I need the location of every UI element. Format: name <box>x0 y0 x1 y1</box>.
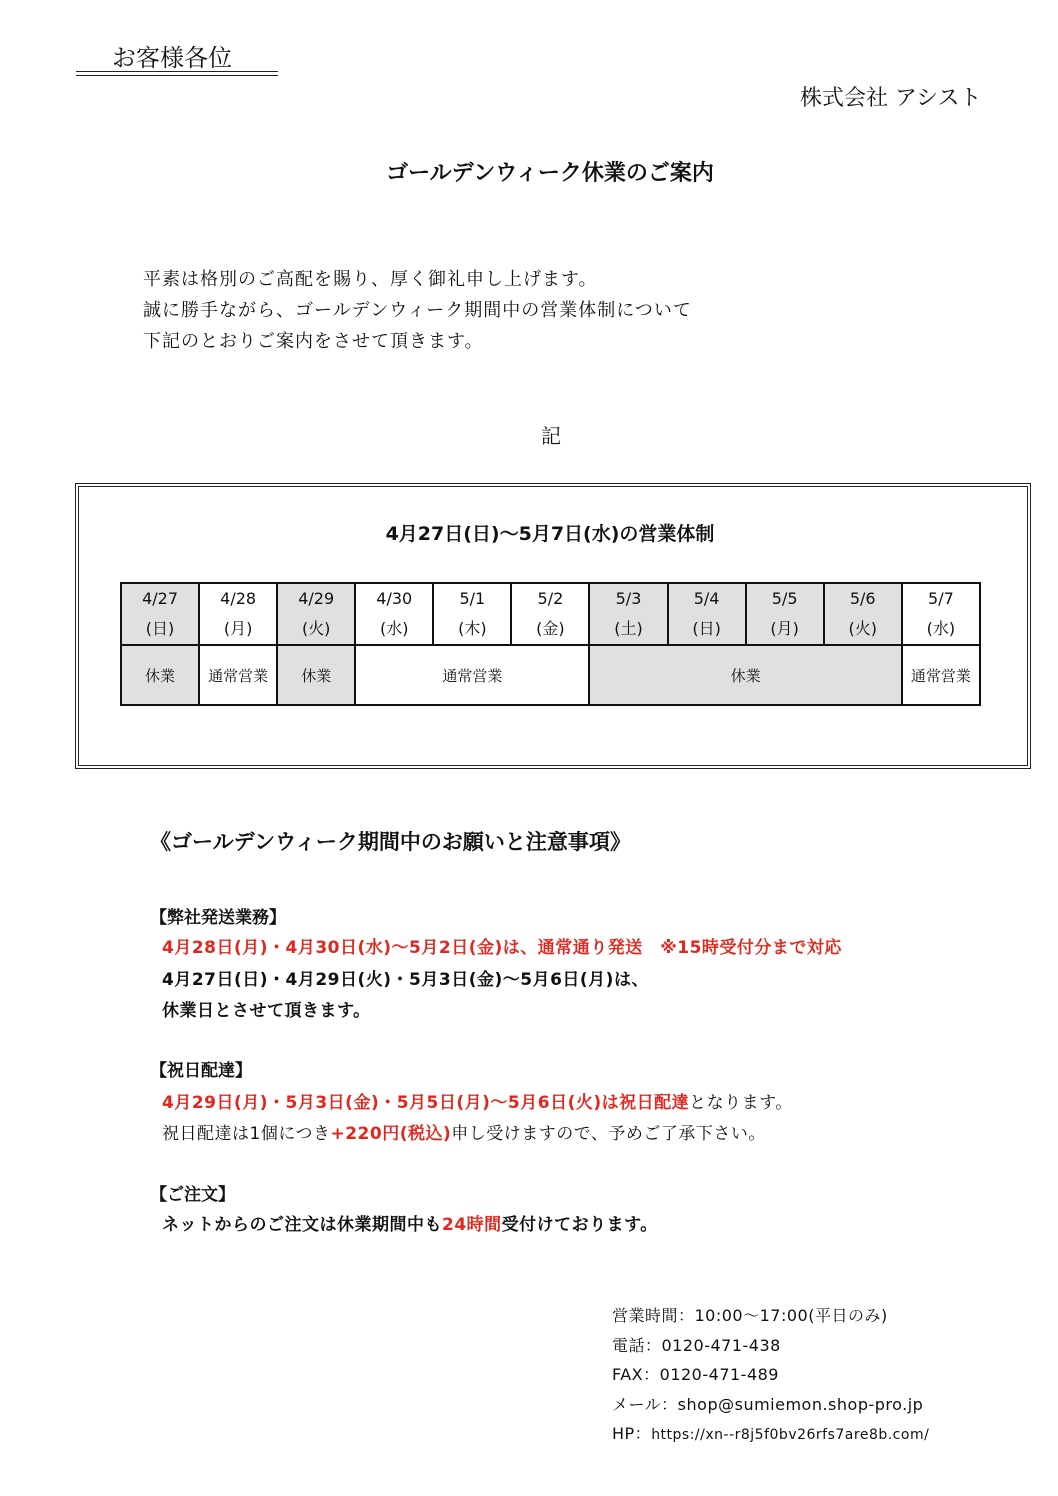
schedule-day-cell <box>668 583 746 645</box>
schedule-date: 5/4 <box>693 589 720 608</box>
contact-hours: 営業時間：10:00～17:00(平日のみ) <box>612 1306 888 1325</box>
schedule-weekday: (月) <box>223 619 253 638</box>
holiday-delivery-heading: 【祝日配達】 <box>150 1061 252 1081</box>
schedule-date: 4/27 <box>142 589 178 608</box>
holiday-delivery-line-1 <box>162 1088 793 1113</box>
intro-line-2: 誠に勝手ながら、ゴールデンウィーク期間中の営業体制について <box>143 300 692 321</box>
schedule-weekday: (火) <box>848 619 877 638</box>
schedule-dates-row <box>121 583 980 645</box>
schedule-weekday: (水) <box>926 619 956 638</box>
schedule-date: 5/1 <box>459 589 486 608</box>
schedule-date: 5/2 <box>537 589 564 608</box>
schedule-weekday: (日) <box>145 619 175 638</box>
company-name: 株式会社 アシスト <box>800 86 982 111</box>
holiday-fee-prefix: 祝日配達は1個につき <box>162 1124 331 1144</box>
schedule-weekday: (月) <box>770 619 799 638</box>
schedule-date: 4/29 <box>298 589 335 608</box>
schedule-day-cell <box>824 583 902 645</box>
document-title: ゴールデンウィーク休業のご案内 <box>386 161 714 186</box>
schedule-day-cell <box>902 583 980 645</box>
addressee: お客様各位 <box>112 44 232 72</box>
status-open-cell: 通常営業 <box>355 645 589 705</box>
ki-mark: 記 <box>541 424 561 448</box>
contact-hp-label: HP： <box>612 1424 652 1443</box>
status-closed-cell: 休業 <box>277 645 355 705</box>
schedule-weekday: (火) <box>301 619 331 638</box>
addressee-underline-2 <box>76 75 278 76</box>
shipping-line-1: 4月28日(月)・4月30日(水)～5月2日(金)は、通常通り発送 ※15時受付分まで対応 <box>162 938 842 958</box>
status-open-cell: 通常営業 <box>902 645 980 705</box>
schedule-date: 4/28 <box>220 589 257 608</box>
schedule-date: 4/30 <box>376 589 413 608</box>
schedule-day-cell <box>589 583 667 645</box>
contact-hp <box>612 1421 929 1444</box>
order-hours: 24時間 <box>442 1215 502 1235</box>
schedule-weekday: (日) <box>692 619 721 638</box>
order-heading: 【ご注文】 <box>150 1185 235 1205</box>
shipping-line-3: 休業日とさせて頂きます。 <box>162 1001 371 1021</box>
schedule-day-cell <box>121 583 199 645</box>
holiday-delivery-dates: 4月29日(月)・5月3日(金)・5月5日(月)～5月6日(火)は祝日配達 <box>162 1093 690 1113</box>
schedule-weekday: (水) <box>380 619 409 638</box>
schedule-date: 5/5 <box>771 589 798 608</box>
schedule-weekday: (木) <box>458 619 487 638</box>
order-line <box>162 1210 658 1235</box>
schedule-date: 5/7 <box>928 589 954 608</box>
holiday-fee-suffix: 申し受けますので、予めご了承下さい。 <box>451 1124 766 1144</box>
schedule-date: 5/6 <box>849 589 876 608</box>
addressee-underline <box>76 71 278 72</box>
contact-phone: 電話：0120-471-438 <box>612 1336 781 1355</box>
intro-line-3: 下記のとおりご案内をさせて頂きます。 <box>143 331 484 352</box>
contact-hp-link[interactable]: https://xn--r8j5f0bv26rfs7are8b.com/ <box>651 1427 930 1443</box>
schedule-date: 5/3 <box>615 589 642 608</box>
intro-line-1: 平素は格別のご高配を賜り、厚く御礼申し上げます。 <box>143 269 598 290</box>
order-suffix: 受付けております。 <box>501 1215 658 1235</box>
schedule-status-row <box>121 645 980 705</box>
schedule-day-cell <box>746 583 824 645</box>
notes-title: 《ゴールデンウィーク期間中のお願いと注意事項》 <box>150 830 631 854</box>
status-closed-cell: 休業 <box>589 645 901 705</box>
status-open-cell: 通常営業 <box>199 645 277 705</box>
status-closed-cell: 休業 <box>121 645 199 705</box>
schedule-table <box>120 582 981 706</box>
schedule-day-cell <box>277 583 355 645</box>
contact-fax: FAX：0120-471-489 <box>612 1365 779 1384</box>
holiday-fee: +220円(税込) <box>330 1124 452 1144</box>
schedule-weekday: (金) <box>536 619 565 638</box>
schedule-day-cell <box>433 583 511 645</box>
order-prefix: ネットからのご注文は休業期間中も <box>162 1215 442 1235</box>
schedule-title: 4月27日(日)～5月7日(水)の営業体制 <box>385 523 715 545</box>
contact-mail: メール：shop@sumiemon.shop-pro.jp <box>612 1395 924 1414</box>
shipping-heading: 【弊社発送業務】 <box>150 908 286 928</box>
schedule-weekday: (土) <box>614 619 643 638</box>
shipping-line-2: 4月27日(日)・4月29日(火)・5月3日(金)～5月6日(月)は、 <box>162 970 649 990</box>
schedule-day-cell <box>199 583 277 645</box>
schedule-day-cell <box>511 583 589 645</box>
holiday-delivery-suffix: となります。 <box>689 1093 793 1113</box>
schedule-day-cell <box>355 583 433 645</box>
holiday-delivery-line-2 <box>162 1119 766 1144</box>
